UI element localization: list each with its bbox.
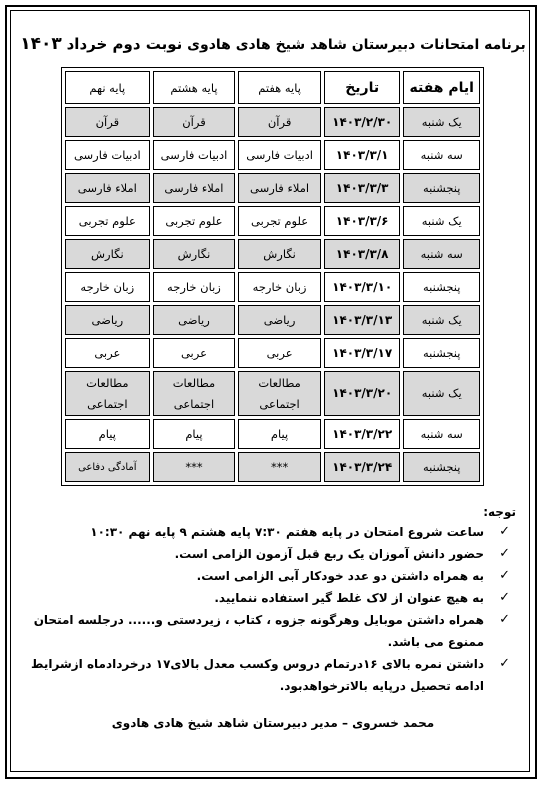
cell-grade7: زبان خارجه — [238, 272, 321, 302]
cell-grade9: پیام — [65, 419, 150, 449]
cell-grade8: علوم تجربی — [153, 206, 236, 236]
table-row — [65, 140, 480, 170]
header-grade9: پایه نهم — [65, 71, 150, 104]
cell-grade8: ادبیات فارسی — [153, 140, 236, 170]
signature-line: محمد خسروی – مدیر دبیرستان شاهد شیخ هادی هادوی — [111, 716, 435, 730]
table-row — [65, 371, 480, 416]
table-row — [65, 452, 480, 482]
title-term: نوبت دوم خرداد — [66, 35, 183, 53]
table-row — [65, 272, 480, 302]
cell-grade8: *** — [153, 452, 236, 482]
cell-date: ۱۴۰۳/۲/۳۰ — [324, 107, 401, 137]
cell-date: ۱۴۰۳/۳/۲۴ — [324, 452, 401, 482]
note-item — [30, 587, 516, 609]
checkmark-icon: ✓ — [499, 524, 510, 539]
header-grade8: پایه هشتم — [153, 71, 236, 104]
cell-grade9: ریاضی — [65, 305, 150, 335]
cell-day: یک شنبه — [403, 371, 480, 416]
note-text: همراه داشتن موبایل وهرگونه جزوه ، کتاب ، زیردستی و...... درجلسه امتحان ممنوع می باشد. — [33, 613, 484, 649]
header-grade7: پایه هفتم — [238, 71, 321, 104]
checkmark-icon: ✓ — [499, 568, 510, 583]
cell-grade8: پیام — [153, 419, 236, 449]
cell-grade9: ادبیات فارسی — [65, 140, 150, 170]
cell-day: پنجشنبه — [403, 272, 480, 302]
cell-day: یک شنبه — [403, 206, 480, 236]
cell-grade8: مطالعات اجتماعی — [153, 371, 236, 416]
cell-grade9: قرآن — [65, 107, 150, 137]
checkmark-icon: ✓ — [499, 546, 510, 561]
cell-date: ۱۴۰۳/۳/۱۰ — [324, 272, 401, 302]
cell-day: پنجشنبه — [403, 452, 480, 482]
cell-grade9: عربی — [65, 338, 150, 368]
table-header-row — [65, 71, 480, 104]
notes-section — [30, 505, 516, 697]
table-row — [65, 173, 480, 203]
cell-grade7: نگارش — [238, 239, 321, 269]
cell-day: پنجشنبه — [403, 173, 480, 203]
cell-grade7: مطالعات اجتماعی — [238, 371, 321, 416]
cell-day: یک شنبه — [403, 305, 480, 335]
cell-grade9: نگارش — [65, 239, 150, 269]
header-day: ایام هفته — [403, 71, 480, 104]
checkmark-icon: ✓ — [499, 590, 510, 605]
cell-grade9: علوم تجربی — [65, 206, 150, 236]
note-text: به هیچ عنوان از لاک غلط گیر استفاده ننمایید. — [214, 591, 484, 605]
note-item — [30, 565, 516, 587]
cell-grade9: مطالعات اجتماعی — [65, 371, 150, 416]
cell-grade7: علوم تجربی — [238, 206, 321, 236]
note-item — [30, 609, 516, 653]
cell-day: سه شنبه — [403, 419, 480, 449]
note-text: به همراه داشتن دو عدد خودکار آبی الزامی است. — [196, 569, 484, 583]
cell-date: ۱۴۰۳/۳/۱۷ — [324, 338, 401, 368]
title-year: ۱۴۰۳ — [20, 34, 62, 54]
cell-grade7: املاء فارسی — [238, 173, 321, 203]
cell-grade7: پیام — [238, 419, 321, 449]
cell-grade9: زبان خارجه — [65, 272, 150, 302]
note-text: داشتن نمره بالای ۱۶درتمام دروس وکسب معدل بالای۱۷ درخردادماه ازشرایط ادامه تحصیل درپایه بالاترخواهدبود. — [31, 657, 484, 693]
exam-schedule-table — [61, 67, 484, 486]
cell-grade7: عربی — [238, 338, 321, 368]
table-body — [65, 107, 480, 482]
cell-grade7: ریاضی — [238, 305, 321, 335]
cell-day: سه شنبه — [403, 239, 480, 269]
cell-day: پنجشنبه — [403, 338, 480, 368]
checkmark-icon: ✓ — [499, 656, 510, 671]
cell-grade8: عربی — [153, 338, 236, 368]
table-row — [65, 305, 480, 335]
cell-date: ۱۴۰۳/۳/۲۲ — [324, 419, 401, 449]
cell-date: ۱۴۰۳/۳/۳ — [324, 173, 401, 203]
cell-grade9: املاء فارسی — [65, 173, 150, 203]
cell-date: ۱۴۰۳/۳/۱ — [324, 140, 401, 170]
cell-grade7: قرآن — [238, 107, 321, 137]
checkmark-icon: ✓ — [499, 612, 510, 627]
cell-grade8: املاء فارسی — [153, 173, 236, 203]
cell-grade7: *** — [238, 452, 321, 482]
document-title — [0, 34, 546, 54]
note-text: حضور دانش آموزان یک ربع قبل آزمون الزامی است. — [174, 547, 484, 561]
cell-grade7: ادبیات فارسی — [238, 140, 321, 170]
notes-list — [30, 521, 516, 697]
notes-heading: توجه: — [483, 505, 516, 519]
cell-grade8: ریاضی — [153, 305, 236, 335]
cell-day: سه شنبه — [403, 140, 480, 170]
note-item — [30, 543, 516, 565]
cell-grade8: زبان خارجه — [153, 272, 236, 302]
table-row — [65, 419, 480, 449]
table-row — [65, 239, 480, 269]
table-row — [65, 338, 480, 368]
note-text: ساعت شروع امتحان در پایه هفتم ۷:۳۰ پایه هشتم ۹ پایه نهم ۱۰:۳۰ — [90, 525, 484, 539]
cell-date: ۱۴۰۳/۳/۲۰ — [324, 371, 401, 416]
header-date: تاریخ — [324, 71, 401, 104]
cell-date: ۱۴۰۳/۳/۸ — [324, 239, 401, 269]
cell-date: ۱۴۰۳/۳/۶ — [324, 206, 401, 236]
cell-day: یک شنبه — [403, 107, 480, 137]
note-item — [30, 653, 516, 697]
cell-grade9: آمادگی دفاعی — [65, 452, 150, 482]
cell-date: ۱۴۰۳/۳/۱۳ — [324, 305, 401, 335]
table-row — [65, 206, 480, 236]
table-row — [65, 107, 480, 137]
note-item — [30, 521, 516, 543]
title-prefix: برنامه امتحانات دبیرستان شاهد شیخ هادی هادوی — [187, 37, 526, 53]
cell-grade8: قرآن — [153, 107, 236, 137]
cell-grade8: نگارش — [153, 239, 236, 269]
